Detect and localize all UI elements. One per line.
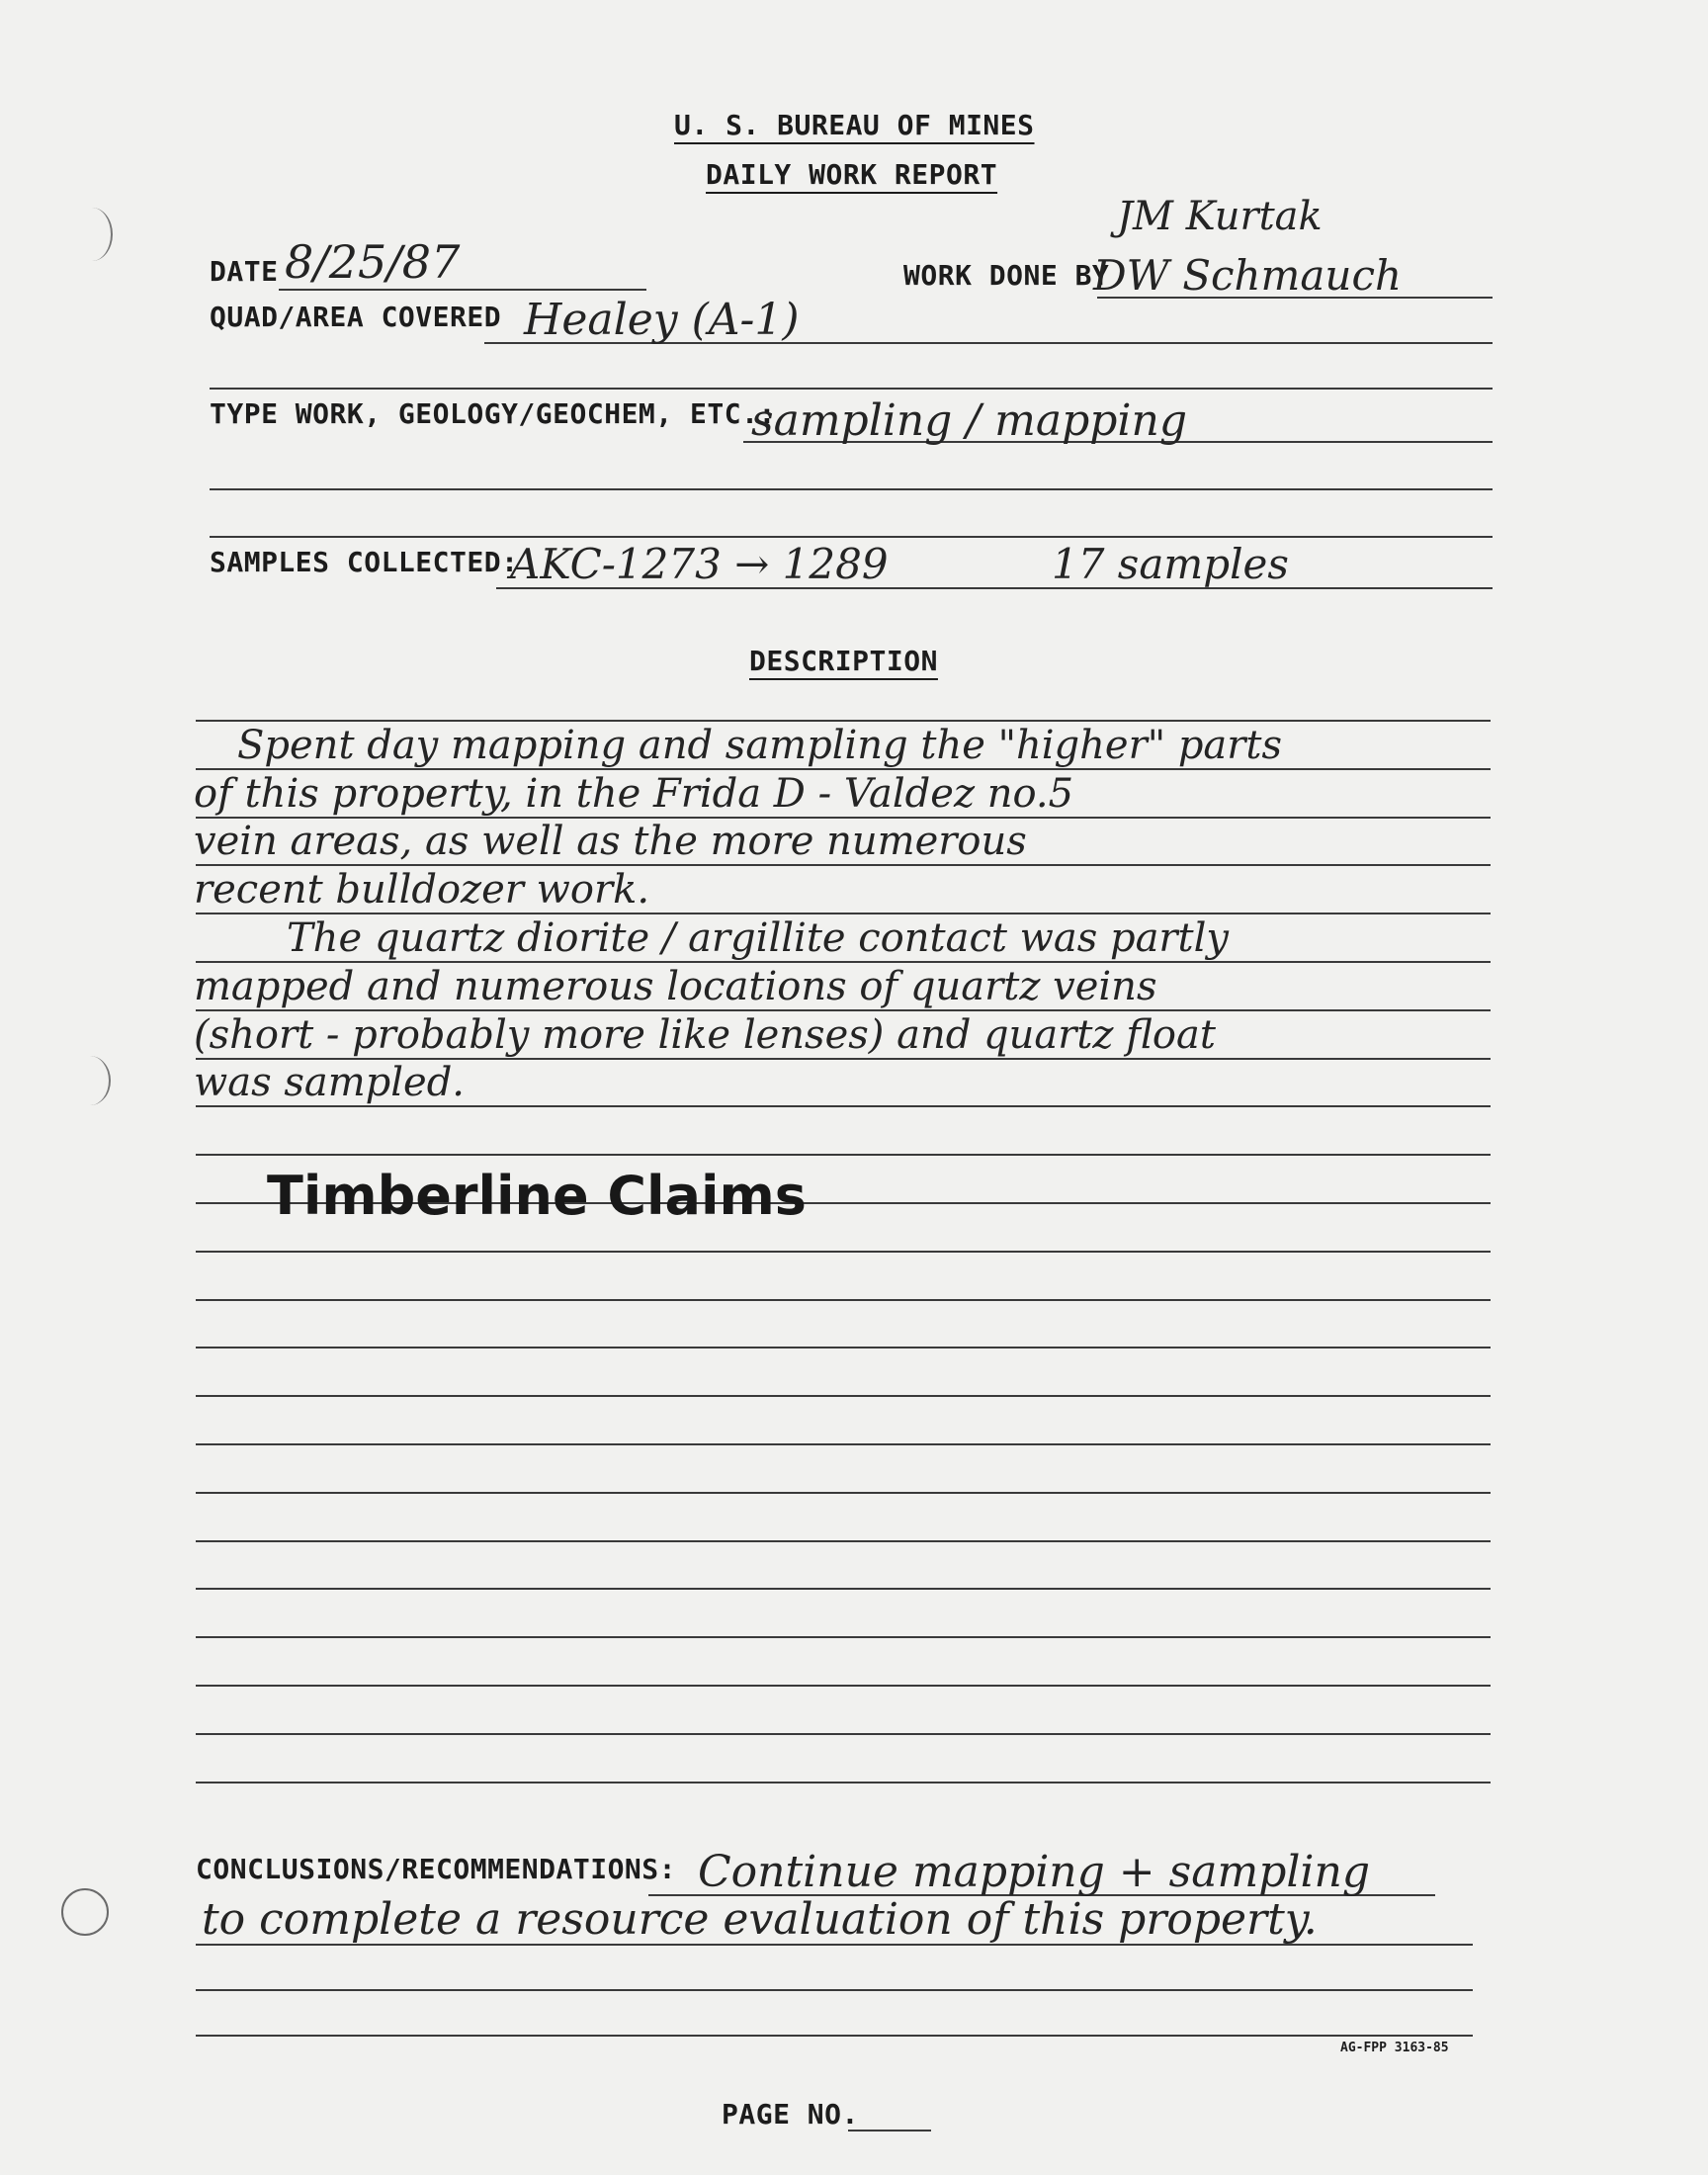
description-heading: DESCRIPTION <box>749 645 938 677</box>
description-rule <box>196 1154 1491 1156</box>
samples-value: AKC-1273 → 1289 <box>510 540 889 588</box>
description-rule <box>196 1588 1491 1590</box>
description-rule <box>196 1347 1491 1348</box>
description-rule <box>196 1299 1491 1301</box>
description-rule <box>196 768 1491 770</box>
date-label: DATE <box>210 255 279 288</box>
description-line: (short - probably more like lenses) and quartz float <box>194 1012 1216 1058</box>
work-done-by-value-1: JM Kurtak <box>1117 194 1323 239</box>
description-rule <box>196 1492 1491 1494</box>
page-number-line <box>848 2130 931 2132</box>
type-work-label: TYPE WORK, GEOLOGY/GEOCHEM, ETC.: <box>210 397 776 430</box>
conclusions-line-3 <box>196 1989 1473 1991</box>
description-rule <box>196 1009 1491 1011</box>
description-rule <box>196 1540 1491 1542</box>
quad-label: QUAD/AREA COVERED <box>210 301 502 333</box>
type-work-value: sampling / mapping <box>751 395 1188 446</box>
description-rule <box>196 961 1491 963</box>
description-line: The quartz diorite / argillite contact was partly <box>287 915 1230 961</box>
type-work-line-3 <box>210 536 1493 538</box>
description-rule <box>196 1636 1491 1638</box>
description-rule <box>196 913 1491 914</box>
description-line: was sampled. <box>194 1060 466 1105</box>
form-code: AG-FPP 3163-85 <box>1340 2041 1449 2055</box>
quad-value: Healey (A-1) <box>524 295 800 345</box>
quad-line-2 <box>210 388 1493 390</box>
description-line: Spent day mapping and sampling the "higher" parts <box>237 723 1282 768</box>
work-done-by-value-2: DW Schmauch <box>1093 251 1403 300</box>
form-title: DAILY WORK REPORT <box>706 158 998 191</box>
samples-count: 17 samples <box>1052 540 1289 588</box>
conclusions-label: CONCLUSIONS/RECOMMENDATIONS: <box>196 1853 677 1885</box>
date-line <box>279 289 646 291</box>
conclusions-line-1-text: Continue mapping + sampling <box>698 1847 1371 1897</box>
type-work-line-2 <box>210 488 1493 490</box>
description-rule <box>196 1395 1491 1397</box>
margin-mark-top <box>71 208 113 261</box>
description-rule <box>196 1251 1491 1253</box>
description-rule <box>196 720 1491 722</box>
description-rule <box>196 1733 1491 1735</box>
margin-mark-middle <box>69 1056 111 1105</box>
agency-title: U. S. BUREAU OF MINES <box>674 109 1035 141</box>
timberline-claims-note: Timberline Claims <box>267 1165 807 1227</box>
page-number-label: PAGE NO. <box>722 2098 859 2131</box>
description-line: recent bulldozer work. <box>194 867 650 913</box>
date-value: 8/25/87 <box>285 235 461 289</box>
description-rule <box>196 1782 1491 1784</box>
punch-hole <box>61 1888 109 1936</box>
work-done-by-label: WORK DONE BY <box>903 259 1110 292</box>
description-line: mapped and numerous locations of quartz veins <box>194 964 1157 1009</box>
description-rule <box>196 864 1491 866</box>
description-line: vein areas, as well as the more numerous <box>194 819 1027 864</box>
description-rule <box>196 1685 1491 1687</box>
description-rule <box>196 1105 1491 1107</box>
description-line: of this property, in the Frida D - Valdez no.5 <box>194 771 1074 817</box>
conclusions-line-2-text: to complete a resource evaluation of this property. <box>202 1894 1318 1945</box>
conclusions-line-4 <box>196 2035 1473 2037</box>
description-rule <box>196 1443 1491 1445</box>
samples-label: SAMPLES COLLECTED: <box>210 546 519 578</box>
